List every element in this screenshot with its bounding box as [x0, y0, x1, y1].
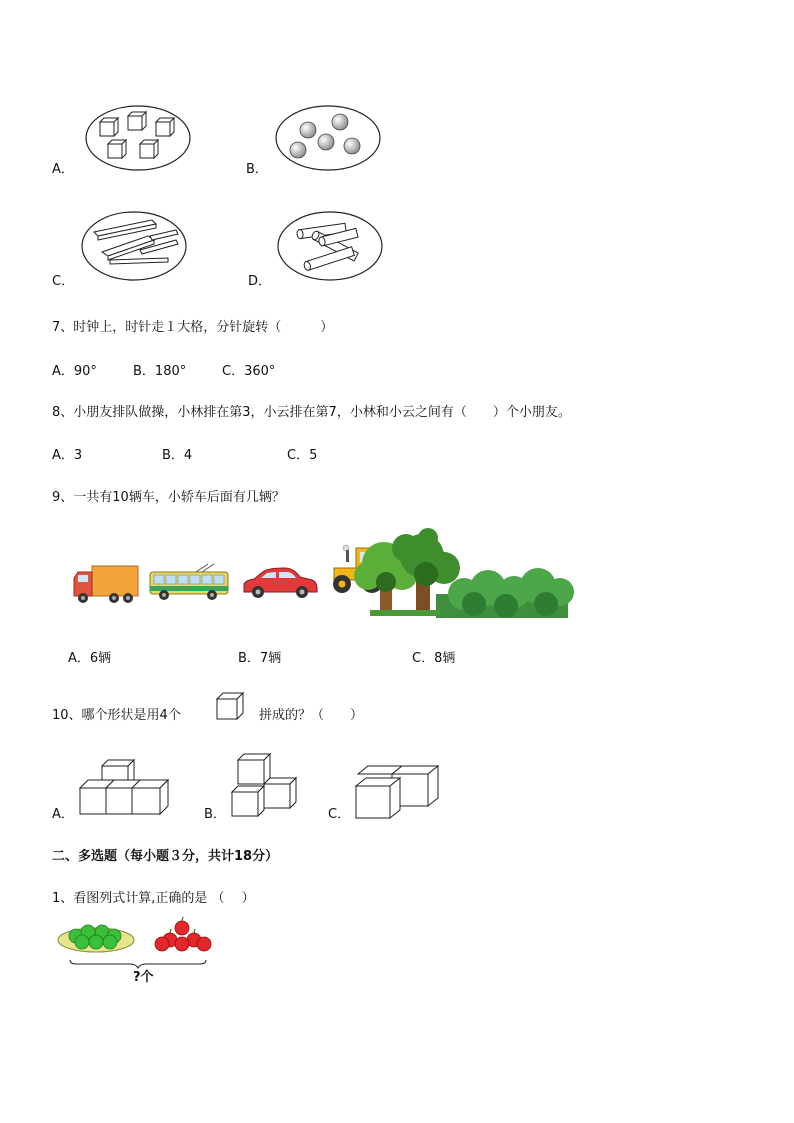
- balls-in-oval-icon: [274, 104, 382, 172]
- q8-option-c: C．5: [287, 448, 318, 463]
- q8-option-b: B．4: [162, 448, 193, 463]
- q10-option-b-label: B．: [204, 807, 226, 822]
- q10-question-suffix: 拼成的？（ ）: [259, 708, 364, 723]
- cube-stack-a-icon: [78, 758, 172, 816]
- brace-icon: [70, 960, 206, 968]
- q10-option-c-label: C．: [328, 807, 351, 822]
- q9-option-a: A．6辆: [68, 651, 112, 666]
- boards-in-oval-icon: [80, 210, 188, 282]
- brace-label: ?个: [133, 970, 154, 985]
- q6-option-a-label: A．: [52, 162, 74, 177]
- m1-question: 1、看图列式计算,正确的是 （ ）: [52, 891, 255, 906]
- q6-option-d-label: D．: [248, 274, 272, 289]
- car-icon: [240, 566, 320, 600]
- q7-question: 7、时钟上，时针走１大格，分针旋转（ ）: [52, 320, 334, 335]
- q7-option-a: A．90°: [52, 364, 97, 379]
- cube-stack-b-icon: [230, 752, 300, 818]
- q8-question: 8、小朋友排队做操，小林排在第3，小云排在第7，小林和小云之间有（ ）个小朋友。: [52, 405, 571, 420]
- q9-option-b: B．7辆: [238, 651, 282, 666]
- section2-heading: 二、多选题（每小题３分，共计18分）: [52, 849, 279, 864]
- q9-question: 9、一共有10辆车，小轿车后面有几辆？: [52, 490, 285, 505]
- q6-option-b-label: B．: [246, 162, 268, 177]
- truck-icon: [72, 562, 140, 604]
- q7-option-b: B．180°: [133, 364, 187, 379]
- trees-icon: [356, 534, 568, 618]
- cylinders-in-oval-icon: [276, 210, 384, 282]
- bus-icon: [148, 564, 230, 602]
- unit-cube-icon: [216, 692, 246, 720]
- cube-stack-c-icon: [354, 764, 442, 820]
- cubes-in-oval-icon: [84, 104, 192, 172]
- q7-option-c: C．360°: [222, 364, 276, 379]
- q9-option-c: C．8辆: [412, 651, 456, 666]
- q10-option-a-label: A．: [52, 807, 74, 822]
- q8-option-a: A．3: [52, 448, 83, 463]
- red-apples-icon: [155, 921, 211, 951]
- q6-option-c-label: C．: [52, 274, 75, 289]
- q10-question-prefix: 10、哪个形状是用4个: [52, 708, 181, 723]
